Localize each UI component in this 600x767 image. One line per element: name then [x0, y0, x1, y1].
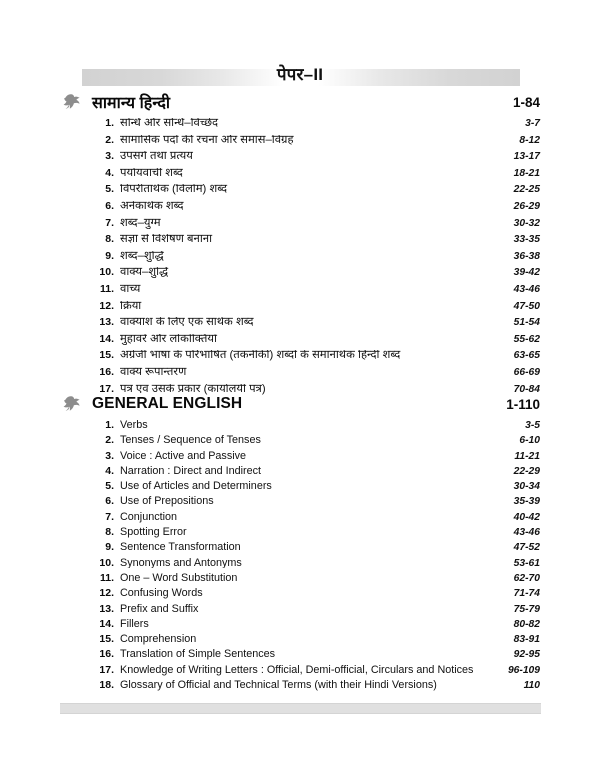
- toc-entry-label: पत्र एवं उसके प्रकार (कार्यालयी पत्र): [120, 383, 266, 395]
- section-header: [62, 90, 540, 114]
- toc-entry-pages: 62-70: [513, 572, 540, 584]
- toc-entry-label: One – Word Substitution: [120, 572, 238, 584]
- toc-entry-pages: 11-21: [514, 450, 540, 462]
- toc-entry[interactable]: [88, 435, 540, 450]
- toc-entry-pages: 36-38: [513, 250, 540, 262]
- toc-entry[interactable]: [88, 251, 540, 268]
- footer-rule: [60, 703, 541, 714]
- toc-entry-number: 12.: [99, 299, 114, 312]
- toc-entry-number: 2.: [105, 133, 114, 146]
- toc-entry-pages: 70-84: [513, 383, 540, 395]
- toc-entry-number: 4.: [105, 166, 114, 179]
- toc-entry-label: Voice : Active and Passive: [120, 450, 247, 462]
- toc-entry-label: वाक्य–शुद्धि: [120, 267, 169, 279]
- toc-entry-pages: 39-42: [513, 267, 540, 279]
- toc-entry[interactable]: [88, 350, 540, 367]
- toc-entry-pages: 51-54: [513, 317, 540, 329]
- toc-entry-label: Knowledge of Writing Letters : Official, Demi-official, Circulars and Notices: [120, 664, 474, 676]
- toc-entry-pages: 63-65: [513, 350, 540, 362]
- toc-entry-number: 11.: [99, 571, 114, 584]
- toc-entry[interactable]: [88, 496, 540, 511]
- toc-entry[interactable]: [88, 184, 540, 201]
- toc-entry-label: Tenses / Sequence of Tenses: [120, 435, 261, 447]
- toc-entry-pages: 8-12: [519, 134, 540, 146]
- toc-entry-pages: 53-61: [513, 557, 540, 569]
- toc-entry-number: 15.: [99, 349, 114, 362]
- toc-entry-number: 18.: [99, 679, 114, 692]
- toc-entry-number: 4.: [105, 464, 114, 477]
- toc-entry[interactable]: [88, 284, 540, 301]
- toc-entry-number: 10.: [99, 266, 114, 279]
- toc-entry-number: 5.: [105, 183, 114, 196]
- section-page-range: 1-110: [506, 396, 540, 412]
- section-hindi: [62, 90, 540, 400]
- toc-entry[interactable]: [88, 451, 540, 466]
- paper-title: पेपर–II: [276, 65, 324, 84]
- toc-entry-label: Synonyms and Antonyms: [120, 557, 242, 569]
- toc-entry[interactable]: [88, 527, 540, 542]
- toc-entry-pages: 110: [523, 680, 540, 692]
- toc-entry[interactable]: [88, 542, 540, 557]
- toc-entry-pages: 40-42: [513, 511, 540, 523]
- toc-entry[interactable]: [88, 267, 540, 284]
- toc-entry-pages: 13-17: [513, 151, 540, 163]
- toc-entry-number: 12.: [99, 587, 114, 600]
- toc-entry-pages: 47-50: [513, 300, 540, 312]
- toc-entry-number: 9.: [105, 249, 114, 262]
- toc-entry-label: अनेकार्थक शब्द: [120, 200, 184, 212]
- toc-entry-pages: 92-95: [513, 649, 540, 661]
- toc-entry[interactable]: [88, 334, 540, 351]
- toc-entry-pages: 80-82: [513, 618, 540, 630]
- toc-entry[interactable]: [88, 234, 540, 251]
- toc-entry[interactable]: [88, 619, 540, 634]
- toc-entry[interactable]: [88, 301, 540, 318]
- toc-entry-pages: 6-10: [519, 435, 540, 447]
- toc-entry-label: Use of Articles and Determiners: [120, 481, 272, 492]
- toc-entry-pages: 83-91: [513, 634, 540, 646]
- toc-entry[interactable]: [88, 512, 540, 527]
- toc-entry-pages: 75-79: [513, 603, 540, 615]
- toc-entry-label: वाक्य रूपान्तरण: [120, 366, 187, 378]
- toc-entry-label: Confusing Words: [120, 588, 203, 600]
- toc-entry-pages: 47-52: [513, 542, 540, 554]
- toc-entry-label: Comprehension: [120, 634, 197, 645]
- toc-entry-number: 1.: [105, 419, 114, 431]
- toc-entry-pages: 26-29: [513, 200, 540, 212]
- toc-entry[interactable]: [88, 466, 540, 481]
- toc-entry-number: 3.: [105, 150, 114, 163]
- toc-entry-pages: 71-74: [513, 588, 540, 600]
- toc-entry-number: 1.: [105, 117, 114, 129]
- toc-entry[interactable]: [88, 665, 540, 680]
- toc-entry-pages: 33-35: [513, 234, 540, 246]
- toc-entry-label: Prefix and Suffix: [120, 603, 199, 615]
- toc-entry-number: 11.: [99, 282, 114, 295]
- toc-entry-pages: 66-69: [513, 366, 540, 378]
- toc-entry-label: Narration : Direct and Indirect: [120, 465, 262, 477]
- toc-entry-pages: 30-34: [513, 481, 540, 493]
- toc-entry-label: Use of Prepositions: [120, 496, 214, 508]
- toc-entry-pages: 3-5: [525, 420, 540, 431]
- toc-list-english: [62, 420, 540, 695]
- toc-entry-number: 15.: [99, 633, 114, 646]
- section-page-range: 1-84: [512, 94, 540, 110]
- toc-entry-number: 14.: [99, 332, 114, 345]
- section-title: सामान्य हिन्दी: [92, 95, 171, 112]
- toc-entry-label: मुहावरे और लोकोक्तियाँ: [120, 333, 217, 345]
- section-header: [62, 392, 540, 416]
- toc-entry[interactable]: [88, 481, 540, 496]
- toc-entry[interactable]: [88, 588, 540, 603]
- bird-icon: [62, 93, 82, 111]
- toc-entry-label: Verbs: [120, 420, 148, 431]
- toc-entry-label: उपसर्ग तथा प्रत्यय: [120, 151, 193, 163]
- toc-entry-number: 14.: [99, 617, 114, 630]
- toc-entry-label: वाच्य: [120, 283, 141, 295]
- toc-entry-number: 17.: [99, 663, 114, 676]
- toc-entry-pages: 18-21: [513, 167, 540, 179]
- toc-entry-number: 9.: [105, 541, 114, 554]
- toc-entry[interactable]: [88, 317, 540, 334]
- toc-entry-label: Glossary of Official and Technical Terms (with their Hindi Versions): [120, 680, 437, 691]
- toc-entry-pages: 55-62: [513, 333, 540, 345]
- toc-entry-pages: 43-46: [513, 283, 540, 295]
- toc-entry-label: Sentence Transformation: [120, 542, 241, 554]
- toc-entry-label: सामासिक पदों की रचना और समास–विग्रह: [120, 134, 294, 146]
- toc-entry-number: 13.: [99, 316, 114, 329]
- toc-entry-number: 3.: [105, 449, 114, 462]
- toc-entry-label: Fillers: [120, 618, 149, 630]
- toc-entry[interactable]: [88, 649, 540, 664]
- toc-entry-number: 7.: [105, 510, 114, 523]
- toc-entry[interactable]: [88, 151, 540, 168]
- toc-entry-number: 6.: [105, 199, 114, 212]
- toc-entry-label: शब्द–शुद्धि: [120, 250, 164, 262]
- toc-entry-label: वाक्यांश के लिए एक सार्थक शब्द: [120, 317, 254, 329]
- toc-entry-label: शब्द–युग्म: [120, 217, 161, 229]
- toc-entry-number: 16.: [99, 365, 114, 378]
- toc-entry-label: अंग्रेजी भाषा के परिभाषित (तकनीकी) शब्दों के समानार्थक हिन्दी शब्द: [120, 350, 401, 362]
- toc-entry-pages: 35-39: [513, 496, 540, 508]
- toc-entry[interactable]: [88, 420, 540, 435]
- toc-list-hindi: [62, 118, 540, 400]
- toc-entry-label: पर्यायवाची शब्द: [120, 167, 183, 179]
- toc-entry[interactable]: [88, 558, 540, 573]
- toc-entry-label: क्रिया: [120, 300, 142, 312]
- toc-entry-label: Spotting Error: [120, 527, 187, 538]
- toc-entry-number: 8.: [105, 233, 114, 246]
- toc-entry-pages: 3-7: [525, 118, 540, 129]
- section-title: GENERAL ENGLISH: [92, 395, 243, 412]
- section-general-english: [62, 392, 540, 695]
- toc-entry[interactable]: [88, 118, 540, 135]
- toc-entry-number: 5.: [105, 480, 114, 493]
- toc-entry-label: Translation of Simple Sentences: [120, 649, 276, 661]
- toc-entry[interactable]: [88, 135, 540, 152]
- toc-entry-number: 16.: [99, 648, 114, 661]
- toc-entry[interactable]: [88, 604, 540, 619]
- toc-entry[interactable]: [88, 201, 540, 218]
- toc-entry-pages: 22-25: [513, 184, 540, 196]
- toc-entry[interactable]: [88, 634, 540, 649]
- toc-entry-label: Conjunction: [120, 511, 178, 523]
- toc-entry[interactable]: [88, 168, 540, 185]
- toc-entry-number: 8.: [105, 526, 114, 539]
- toc-entry[interactable]: [88, 367, 540, 384]
- toc-entry-number: 17.: [99, 382, 114, 395]
- toc-entry-label: विपरीतार्थक (विलोम) शब्द: [120, 184, 228, 196]
- toc-entry-number: 10.: [99, 556, 114, 569]
- toc-entry-number: 13.: [99, 602, 114, 615]
- toc-entry[interactable]: [88, 218, 540, 235]
- toc-entry-label: संज्ञा से विशेषण बनाना: [120, 234, 213, 246]
- toc-entry[interactable]: [88, 680, 540, 695]
- toc-entry-pages: 22-29: [513, 465, 540, 477]
- bird-icon: [62, 395, 82, 413]
- toc-entry-pages: 30-32: [513, 217, 540, 229]
- toc-entry-number: 6.: [105, 495, 114, 508]
- toc-entry-label: सन्धि और सन्धि–विच्छेद: [120, 118, 219, 129]
- toc-entry-number: 2.: [105, 434, 114, 447]
- toc-entry-pages: 96-109: [507, 664, 540, 676]
- toc-entry[interactable]: [88, 573, 540, 588]
- toc-entry-pages: 43-46: [513, 527, 540, 539]
- toc-entry-number: 7.: [105, 216, 114, 229]
